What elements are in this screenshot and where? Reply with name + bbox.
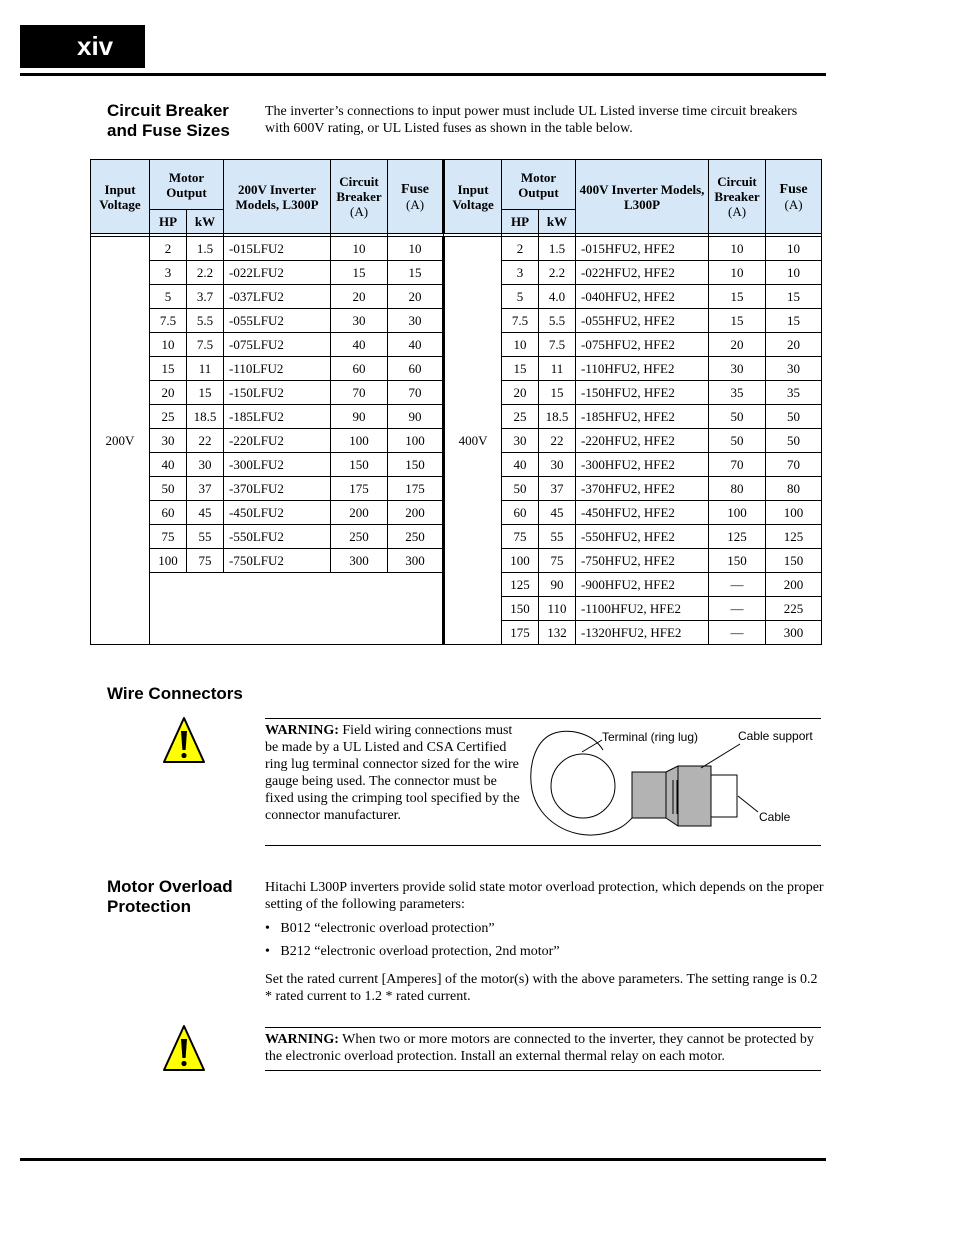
cell-400-fuse: 225 — [766, 597, 822, 621]
cell-400-kw: 7.5 — [539, 333, 576, 357]
cell-400-kw: 30 — [539, 453, 576, 477]
bottom-rule — [20, 1158, 826, 1161]
cell-200-breaker: 90 — [331, 405, 388, 429]
cell-400-kw: 22 — [539, 429, 576, 453]
cell-200-model: -015LFU2 — [224, 237, 331, 261]
heading-line: Motor Overload — [107, 877, 233, 896]
cell-200-fuse: 150 — [388, 453, 444, 477]
cell-400-model: -040HFU2, HFE2 — [576, 285, 709, 309]
cell-200-fuse: 100 — [388, 429, 444, 453]
cell-400-fuse: 70 — [766, 453, 822, 477]
label-cable: Cable — [759, 810, 791, 824]
list-item-text: B012 “electronic overload protection” — [280, 921, 495, 936]
cell-400-fuse: 200 — [766, 573, 822, 597]
header-input-voltage: Input Voltage — [444, 160, 502, 234]
warning-label: WARNING: — [265, 723, 339, 738]
cell-400-hp: 125 — [502, 573, 539, 597]
cell-200-model: -075LFU2 — [224, 333, 331, 357]
header-models-200: 200V Inverter Models, L300P — [224, 160, 331, 234]
cell-200-hp: 75 — [150, 525, 187, 549]
cell-200-fuse: 40 — [388, 333, 444, 357]
cell-200-fuse: 30 — [388, 309, 444, 333]
heading-line: Circuit Breaker — [107, 101, 229, 120]
cell-400-breaker: — — [709, 621, 766, 645]
cell-400-fuse: 15 — [766, 309, 822, 333]
warning-label: WARNING: — [265, 1032, 339, 1047]
cell-400-breaker: 125 — [709, 525, 766, 549]
cell-200-fuse: 20 — [388, 285, 444, 309]
cell-200-kw: 75 — [187, 549, 224, 573]
cell-400-hp: 7.5 — [502, 309, 539, 333]
cell-200-kw: 55 — [187, 525, 224, 549]
cell-400-model: -055HFU2, HFE2 — [576, 309, 709, 333]
heading-line: and Fuse Sizes — [107, 121, 230, 140]
cell-400-fuse: 10 — [766, 237, 822, 261]
cell-200-model: -185LFU2 — [224, 405, 331, 429]
cell-200-kw: 2.2 — [187, 261, 224, 285]
fuse-unit: (A) — [784, 197, 803, 212]
warning-rule-top — [265, 1027, 821, 1028]
list-item: • B012 “electronic overload protection” — [265, 921, 495, 936]
cell-200-hp: 60 — [150, 501, 187, 525]
cell-400-breaker: 15 — [709, 285, 766, 309]
motor-warning-text — [265, 1031, 823, 1065]
cell-400-fuse: 20 — [766, 333, 822, 357]
cell-400-hp: 50 — [502, 477, 539, 501]
cell-200-model: -370LFU2 — [224, 477, 331, 501]
cell-400-hp: 20 — [502, 381, 539, 405]
cell-400-model: -750HFU2, HFE2 — [576, 549, 709, 573]
cell-200-breaker: 250 — [331, 525, 388, 549]
cell-400-breaker: 70 — [709, 453, 766, 477]
cell-400-model: -075HFU2, HFE2 — [576, 333, 709, 357]
cb-unit: (A) — [349, 204, 369, 219]
header-models-400: 400V Inverter Models, L300P — [576, 160, 709, 234]
cell-400-hp: 75 — [502, 525, 539, 549]
cell-400-fuse: 125 — [766, 525, 822, 549]
cell-400-model: -550HFU2, HFE2 — [576, 525, 709, 549]
cell-200-kw: 22 — [187, 429, 224, 453]
wire-warning-text — [265, 722, 527, 824]
fuse-unit: (A) — [405, 197, 425, 212]
cell-400-breaker: — — [709, 597, 766, 621]
cell-200-hp: 40 — [150, 453, 187, 477]
cell-400-fuse: 300 — [766, 621, 822, 645]
cell-400-breaker: 35 — [709, 381, 766, 405]
cell-400-breaker: 80 — [709, 477, 766, 501]
cell-200-hp: 15 — [150, 357, 187, 381]
cell-400-breaker: — — [709, 573, 766, 597]
cell-400-hp: 2 — [502, 237, 539, 261]
cell-200-breaker: 40 — [331, 333, 388, 357]
cell-200-model: -110LFU2 — [224, 357, 331, 381]
cell-200-fuse: 175 — [388, 477, 444, 501]
cell-400-hp: 150 — [502, 597, 539, 621]
cell-400-model: -022HFU2, HFE2 — [576, 261, 709, 285]
cell-200-breaker: 100 — [331, 429, 388, 453]
cell-400-hp: 5 — [502, 285, 539, 309]
voltage-400-cell: 400V — [444, 237, 502, 645]
warning-rule-top — [265, 718, 821, 719]
cell-200-fuse: 15 — [388, 261, 444, 285]
cell-200-model: -300LFU2 — [224, 453, 331, 477]
table-row — [91, 237, 822, 261]
cell-400-breaker: 30 — [709, 357, 766, 381]
cell-400-breaker: 50 — [709, 429, 766, 453]
cell-400-kw: 132 — [539, 621, 576, 645]
cell-400-fuse: 50 — [766, 429, 822, 453]
cell-200-hp: 50 — [150, 477, 187, 501]
cell-200-hp: 7.5 — [150, 309, 187, 333]
cell-200-kw: 3.7 — [187, 285, 224, 309]
cell-400-model: -300HFU2, HFE2 — [576, 453, 709, 477]
cell-400-model: -450HFU2, HFE2 — [576, 501, 709, 525]
cell-200-model: -220LFU2 — [224, 429, 331, 453]
header-input-voltage: Input Voltage — [91, 160, 150, 234]
header-circuit-breaker — [709, 160, 766, 234]
warning-body: Field wiring connections must be made by a UL Listed and CSA Certified ring lug terminal connector sized for the wire gauge being used. The connector must be fixed using the crimping tool specified by the connector manufacturer. — [265, 723, 520, 823]
cell-200-breaker: 60 — [331, 357, 388, 381]
warning-body: When two or more motors are connected to the inverter, they cannot be protected by the electronic overload protection. Install an external thermal relay on each motor. — [265, 1032, 814, 1064]
cell-400-hp: 15 — [502, 357, 539, 381]
cell-200-hp: 2 — [150, 237, 187, 261]
cell-400-kw: 110 — [539, 597, 576, 621]
cell-200-kw: 45 — [187, 501, 224, 525]
cell-400-fuse: 80 — [766, 477, 822, 501]
cell-400-fuse: 15 — [766, 285, 822, 309]
cell-200-breaker: 30 — [331, 309, 388, 333]
cell-400-model: -150HFU2, HFE2 — [576, 381, 709, 405]
warning-icon — [162, 1024, 206, 1072]
cell-200-model: -022LFU2 — [224, 261, 331, 285]
cell-200-model: -055LFU2 — [224, 309, 331, 333]
cell-400-kw: 2.2 — [539, 261, 576, 285]
cb-unit: (A) — [728, 204, 747, 219]
fuse-label: Fuse — [779, 182, 808, 197]
cell-400-kw: 1.5 — [539, 237, 576, 261]
circuit-breaker-intro: The inverter’s connections to input power must include UL Listed inverse time circuit breakers with 600V rating, or UL Listed fuses as shown in the table below. — [265, 104, 798, 136]
cell-200-kw: 7.5 — [187, 333, 224, 357]
cell-400-model: -370HFU2, HFE2 — [576, 477, 709, 501]
empty-block — [150, 573, 444, 645]
cell-200-breaker: 70 — [331, 381, 388, 405]
cell-400-kw: 11 — [539, 357, 576, 381]
warning-rule-bottom — [265, 1070, 821, 1071]
cell-400-fuse: 150 — [766, 549, 822, 573]
cell-200-breaker: 15 — [331, 261, 388, 285]
cell-400-model: -1320HFU2, HFE2 — [576, 621, 709, 645]
list-item: • B212 “electronic overload protection, 2nd motor” — [265, 944, 560, 959]
cell-400-breaker: 10 — [709, 261, 766, 285]
header-kw: kW — [187, 210, 224, 234]
list-item-text: B212 “electronic overload protection, 2nd motor” — [280, 944, 560, 959]
cell-400-breaker: 20 — [709, 333, 766, 357]
cell-400-fuse: 10 — [766, 261, 822, 285]
cell-400-hp: 60 — [502, 501, 539, 525]
cell-200-fuse: 300 — [388, 549, 444, 573]
cell-200-model: -550LFU2 — [224, 525, 331, 549]
cell-200-hp: 10 — [150, 333, 187, 357]
page-number: xiv — [20, 25, 145, 68]
header-fuse — [388, 160, 444, 234]
cell-200-fuse: 70 — [388, 381, 444, 405]
cell-200-fuse: 90 — [388, 405, 444, 429]
cell-400-kw: 45 — [539, 501, 576, 525]
header-motor-output: Motor Output — [502, 160, 576, 210]
cell-400-model: -900HFU2, HFE2 — [576, 573, 709, 597]
cell-200-model: -450LFU2 — [224, 501, 331, 525]
header-circuit-breaker — [331, 160, 388, 234]
cell-200-hp: 5 — [150, 285, 187, 309]
cell-400-hp: 25 — [502, 405, 539, 429]
cell-400-breaker: 50 — [709, 405, 766, 429]
motor-overload-heading — [107, 877, 257, 917]
cell-200-fuse: 10 — [388, 237, 444, 261]
cell-400-kw: 15 — [539, 381, 576, 405]
cell-200-model: -750LFU2 — [224, 549, 331, 573]
parameter-list — [265, 920, 825, 966]
cell-400-kw: 4.0 — [539, 285, 576, 309]
header-fuse — [766, 160, 822, 234]
cell-200-breaker: 200 — [331, 501, 388, 525]
header-hp: HP — [150, 210, 187, 234]
cell-400-model: -220HFU2, HFE2 — [576, 429, 709, 453]
cell-200-kw: 11 — [187, 357, 224, 381]
cell-200-breaker: 20 — [331, 285, 388, 309]
cell-200-kw: 18.5 — [187, 405, 224, 429]
wire-connectors-heading: Wire Connectors — [107, 684, 243, 703]
cell-400-kw: 90 — [539, 573, 576, 597]
cell-200-hp: 20 — [150, 381, 187, 405]
cb-label: Circuit Breaker — [336, 174, 382, 204]
voltage-200-cell: 200V — [91, 237, 150, 645]
cell-400-kw: 55 — [539, 525, 576, 549]
warning-rule-bottom — [265, 845, 821, 846]
cell-200-hp: 100 — [150, 549, 187, 573]
cell-200-hp: 25 — [150, 405, 187, 429]
cell-400-model: -1100HFU2, HFE2 — [576, 597, 709, 621]
cell-200-kw: 1.5 — [187, 237, 224, 261]
cell-400-fuse: 50 — [766, 405, 822, 429]
breaker-fuse-table — [90, 159, 822, 645]
cell-200-model: -037LFU2 — [224, 285, 331, 309]
cell-400-hp: 175 — [502, 621, 539, 645]
cell-400-model: -110HFU2, HFE2 — [576, 357, 709, 381]
cell-400-fuse: 30 — [766, 357, 822, 381]
cell-200-fuse: 60 — [388, 357, 444, 381]
cell-200-breaker: 10 — [331, 237, 388, 261]
cell-400-breaker: 150 — [709, 549, 766, 573]
cell-200-kw: 5.5 — [187, 309, 224, 333]
cell-200-model: -150LFU2 — [224, 381, 331, 405]
cell-400-breaker: 100 — [709, 501, 766, 525]
cell-200-hp: 30 — [150, 429, 187, 453]
cell-400-hp: 10 — [502, 333, 539, 357]
label-cable-support: Cable support — [738, 729, 813, 743]
cell-200-fuse: 250 — [388, 525, 444, 549]
cell-400-breaker: 15 — [709, 309, 766, 333]
cell-200-breaker: 300 — [331, 549, 388, 573]
cell-400-kw: 5.5 — [539, 309, 576, 333]
cell-200-kw: 37 — [187, 477, 224, 501]
fuse-label: Fuse — [401, 182, 430, 197]
cell-400-kw: 37 — [539, 477, 576, 501]
header-kw: kW — [539, 210, 576, 234]
cell-400-hp: 30 — [502, 429, 539, 453]
cell-200-fuse: 200 — [388, 501, 444, 525]
cell-400-kw: 75 — [539, 549, 576, 573]
cell-400-kw: 18.5 — [539, 405, 576, 429]
header-motor-output: Motor Output — [150, 160, 224, 210]
warning-icon — [162, 716, 206, 764]
motor-overload-intro: Hitachi L300P inverters provide solid state motor overload protection, which depends on the proper setting of the following parameters: — [265, 880, 824, 912]
cell-400-hp: 100 — [502, 549, 539, 573]
cell-400-hp: 40 — [502, 453, 539, 477]
cell-400-fuse: 35 — [766, 381, 822, 405]
header-hp: HP — [502, 210, 539, 234]
cb-label: Circuit Breaker — [714, 174, 760, 204]
cell-200-breaker: 175 — [331, 477, 388, 501]
circuit-breaker-heading — [107, 101, 257, 141]
table-body — [91, 237, 822, 645]
cell-200-breaker: 150 — [331, 453, 388, 477]
cell-200-hp: 3 — [150, 261, 187, 285]
label-terminal: Terminal (ring lug) — [602, 730, 699, 744]
motor-overload-setting: Set the rated current [Amperes] of the motor(s) with the above parameters. The setting range is 0.2 * rated current to 1.2 * rated current. — [265, 972, 818, 1004]
cell-400-breaker: 10 — [709, 237, 766, 261]
cell-400-fuse: 100 — [766, 501, 822, 525]
cell-400-model: -015HFU2, HFE2 — [576, 237, 709, 261]
cell-200-kw: 15 — [187, 381, 224, 405]
cell-400-hp: 3 — [502, 261, 539, 285]
top-rule — [20, 73, 826, 76]
cell-400-model: -185HFU2, HFE2 — [576, 405, 709, 429]
heading-line: Protection — [107, 897, 192, 916]
cell-200-kw: 30 — [187, 453, 224, 477]
